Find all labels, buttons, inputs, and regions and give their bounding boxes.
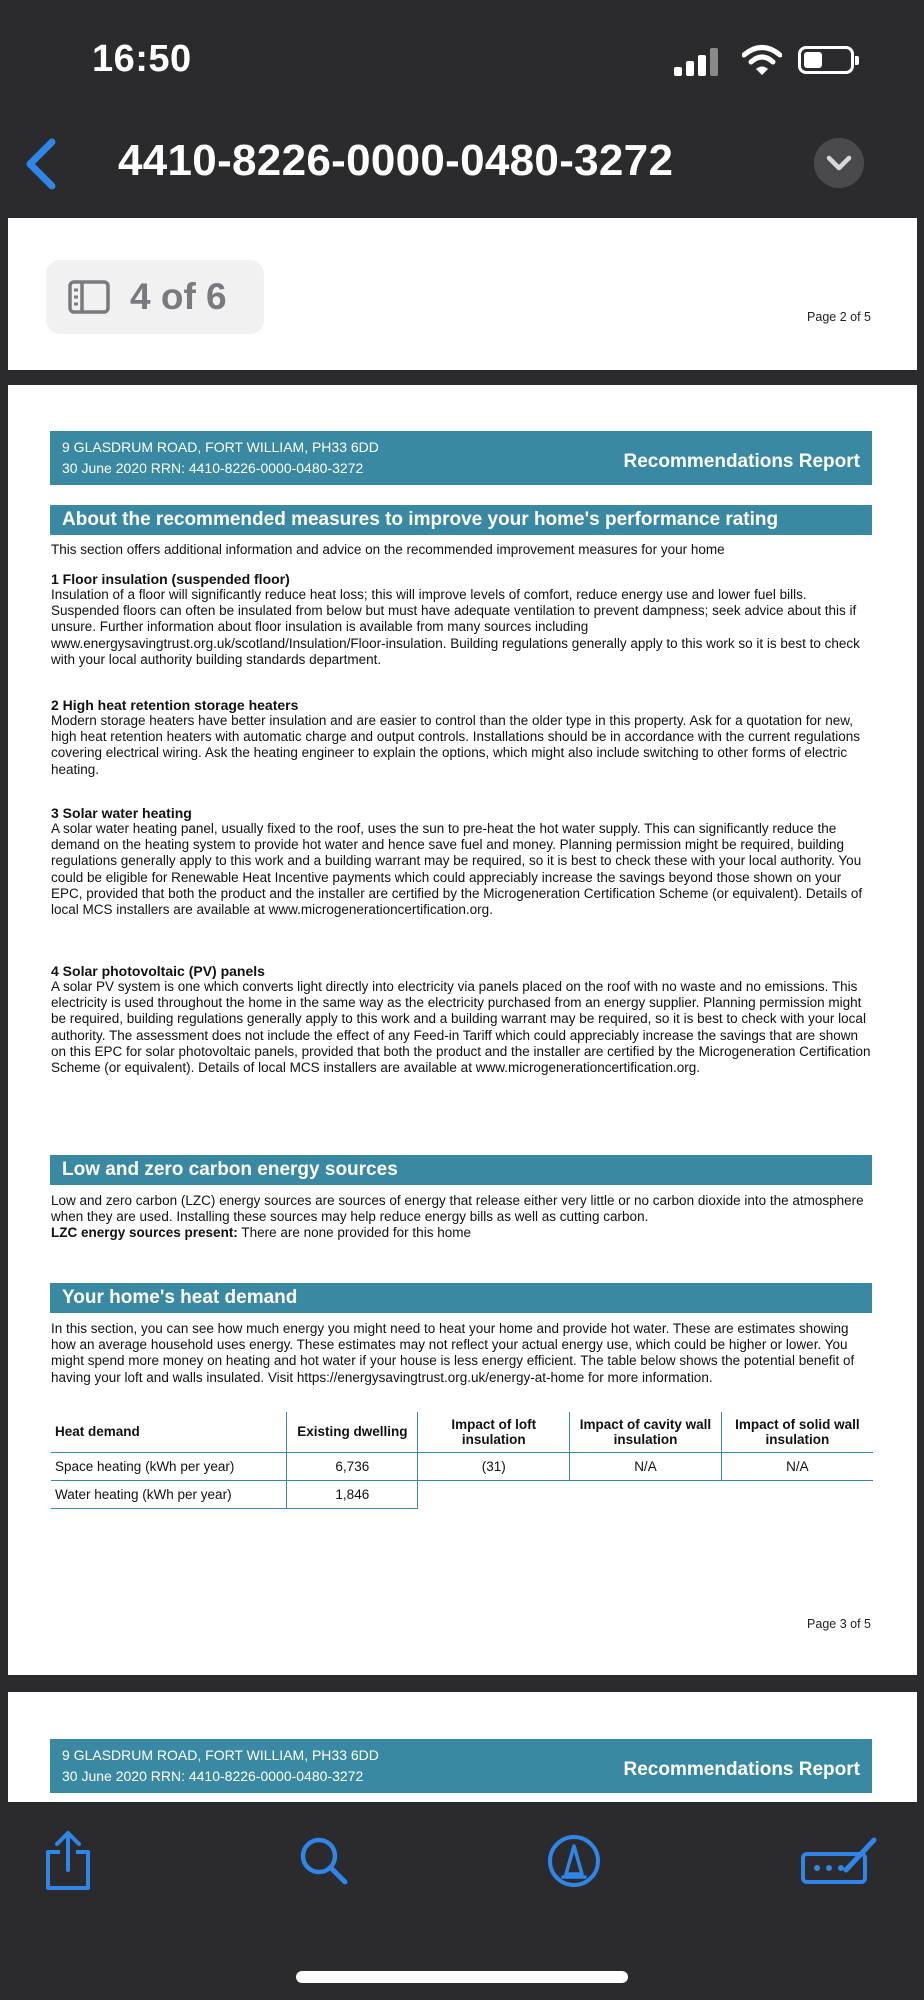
- pdf-page-previous: [8, 218, 917, 370]
- header-address: 9 GLASDRUM ROAD, FORT WILLIAM, PH33 6DD: [62, 439, 379, 455]
- table-cell-empty: [721, 1480, 873, 1508]
- table-cell: Space heating (kWh per year): [51, 1452, 287, 1480]
- measures-intro: This section offers additional information and advice on the recommended improvement measures for your home: [51, 542, 725, 557]
- measure-body: Modern storage heaters have better insulation and are easier to control than the older type in this property. Ask for a quotation for new, high heat retention heaters with automatic charge and output controls. Installations should be in accordance with the current regulations covering electrical wiring. Ask the heating engineer to explain the options, which might also include switching to other forms of electric heating.: [51, 713, 860, 777]
- header-rrn: 30 June 2020 RRN: 4410-8226-0000-0480-3272: [62, 1768, 364, 1784]
- dropdown-chevron-icon[interactable]: [814, 138, 864, 188]
- table-cell: 6,736: [287, 1452, 418, 1480]
- lzc-description: Low and zero carbon (LZC) energy sources are sources of energy that release either very little or no carbon dioxide into the atmosphere when they are used. Installing these sources may help reduce energy bills as well as cutting carbon.: [51, 1193, 864, 1225]
- measure-item: [51, 571, 873, 668]
- table-header-cell: Impact of cavity wall insulation: [570, 1412, 722, 1452]
- header-address: 9 GLASDRUM ROAD, FORT WILLIAM, PH33 6DD: [62, 1747, 379, 1763]
- page-indicator[interactable]: [46, 260, 264, 334]
- table-cell: (31): [418, 1452, 570, 1480]
- status-time: 16:50: [92, 38, 192, 80]
- markup-icon[interactable]: [546, 1830, 602, 1892]
- heat-demand-table: [51, 1412, 873, 1509]
- measure-title: 3 Solar water heating: [51, 805, 192, 821]
- table-header-cell: Impact of loft insulation: [418, 1412, 570, 1452]
- page-indicator-text: 4 of 6: [130, 276, 227, 317]
- table-row: [51, 1480, 873, 1508]
- pdf-page-current: [8, 385, 917, 1675]
- navigation-bar: [0, 120, 924, 216]
- document-title[interactable]: 4410-8226-0000-0480-3272: [118, 136, 674, 185]
- heat-demand-body: In this section, you can see how much energy you might need to heat your home and provide hot water. These are estimates showing how an average household uses energy. These estimates may not reflect your actual energy use, which could be higher or lower. You might spend more money on heating and hot water if your house is less energy efficient. The table below shows the potential benefit of having your loft and walls insulated. Visit https://energysavingtrust.org.uk/energy-at-home for more information.: [51, 1321, 855, 1385]
- share-icon[interactable]: [40, 1830, 96, 1892]
- search-icon[interactable]: [295, 1830, 351, 1892]
- measure-title: 2 High heat retention storage heaters: [51, 697, 299, 713]
- measure-item: [51, 697, 873, 778]
- section-heading-lzc: Low and zero carbon energy sources: [50, 1155, 872, 1185]
- table-header-cell: Impact of solid wall insulation: [721, 1412, 873, 1452]
- cellular-signal-icon: [674, 46, 722, 76]
- back-chevron-icon[interactable]: [18, 134, 66, 194]
- table-cell: N/A: [570, 1452, 722, 1480]
- measure-body: A solar water heating panel, usually fixed to the roof, uses the sun to pre-heat the hot water supply. This can significantly reduce the demand on the heating system to provide hot water and hence save fuel and money. Planning permission might be required, building regulations generally apply to this work and a building warrant may be required, so it is best to check these with your local authority. You could be eligible for Renewable Heat Incentive payments which could appreciably increase the savings beyond those shown on your EPC, provided that both the product and the installer are certified by the Microgeneration Certification Scheme (or equivalent). Details of local MCS installers are available at www.microgenerationcertification.org.: [51, 821, 863, 918]
- measure-title: 4 Solar photovoltaic (PV) panels: [51, 963, 265, 979]
- pdf-page-next: [8, 1692, 917, 1802]
- status-bar: [0, 0, 924, 120]
- home-indicator: [296, 1971, 628, 1983]
- header-title: Recommendations Report: [623, 1759, 860, 1780]
- table-header-cell: Heat demand: [51, 1412, 287, 1452]
- report-header: [50, 431, 872, 485]
- sidebar-icon: [68, 280, 110, 314]
- battery-icon: [798, 46, 854, 74]
- section-heading-measures: About the recommended measures to improve your home's performance rating: [50, 505, 872, 535]
- table-header-cell: Existing dwelling: [287, 1412, 418, 1452]
- measure-body: Insulation of a floor will significantly reduce heat loss; this will improve levels of comfort, reduce energy use and lower fuel bills. Suspended floors can often be insulated from below but must have adequate ventilation to prevent dampness; seek advice about this if unsure. Further information about floor insulation is available from many sources including www.energysavingtrust.org.uk/scotland/Insulation/Floor-insulation. Building regulations generally apply to this work so it is best to check with your local authority building standards department.: [51, 587, 860, 667]
- page-number: Page 3 of 5: [807, 1617, 871, 1631]
- report-header: [50, 1739, 872, 1793]
- measure-item: [51, 963, 873, 1076]
- table-cell: N/A: [721, 1452, 873, 1480]
- table-cell-empty: [418, 1480, 570, 1508]
- table-cell: 1,846: [287, 1480, 418, 1508]
- lzc-present-label: LZC energy sources present:: [51, 1225, 238, 1241]
- header-rrn: 30 June 2020 RRN: 4410-8226-0000-0480-3272: [62, 460, 364, 476]
- measure-body: A solar PV system is one which converts light directly into electricity via panels placed on the roof with no waste and no emissions. This electricity is used throughout the home in the same way as the electricity purchased from an energy supplier. Planning permission might be required, building regulations generally apply to this work and a building warrant may be required, so it is best to check with your local authority. The assessment does not include the effect of any Feed-in Tariff which could appreciably increase the savings that are shown on this EPC for solar photovoltaic panels, provided that both the product and the installer are certified by the Microgeneration Certification Scheme (or equivalent). Details of local MCS installers are available at www.microgenerationcertification.org.: [51, 979, 871, 1076]
- form-fill-icon[interactable]: [800, 1830, 880, 1892]
- table-cell: Water heating (kWh per year): [51, 1480, 287, 1508]
- section-heading-heat-demand: Your home's heat demand: [50, 1283, 872, 1313]
- table-header-row: [51, 1412, 873, 1452]
- header-title: Recommendations Report: [623, 451, 860, 472]
- wifi-icon: [742, 44, 782, 76]
- lzc-present: [51, 1225, 873, 1241]
- measure-title: 1 Floor insulation (suspended floor): [51, 571, 290, 587]
- lzc-present-value: There are none provided for this home: [241, 1225, 471, 1241]
- table-row: [51, 1452, 873, 1480]
- page-number: Page 2 of 5: [807, 310, 871, 324]
- measure-item: [51, 805, 873, 918]
- lzc-body: [51, 1193, 873, 1242]
- table-cell-empty: [570, 1480, 722, 1508]
